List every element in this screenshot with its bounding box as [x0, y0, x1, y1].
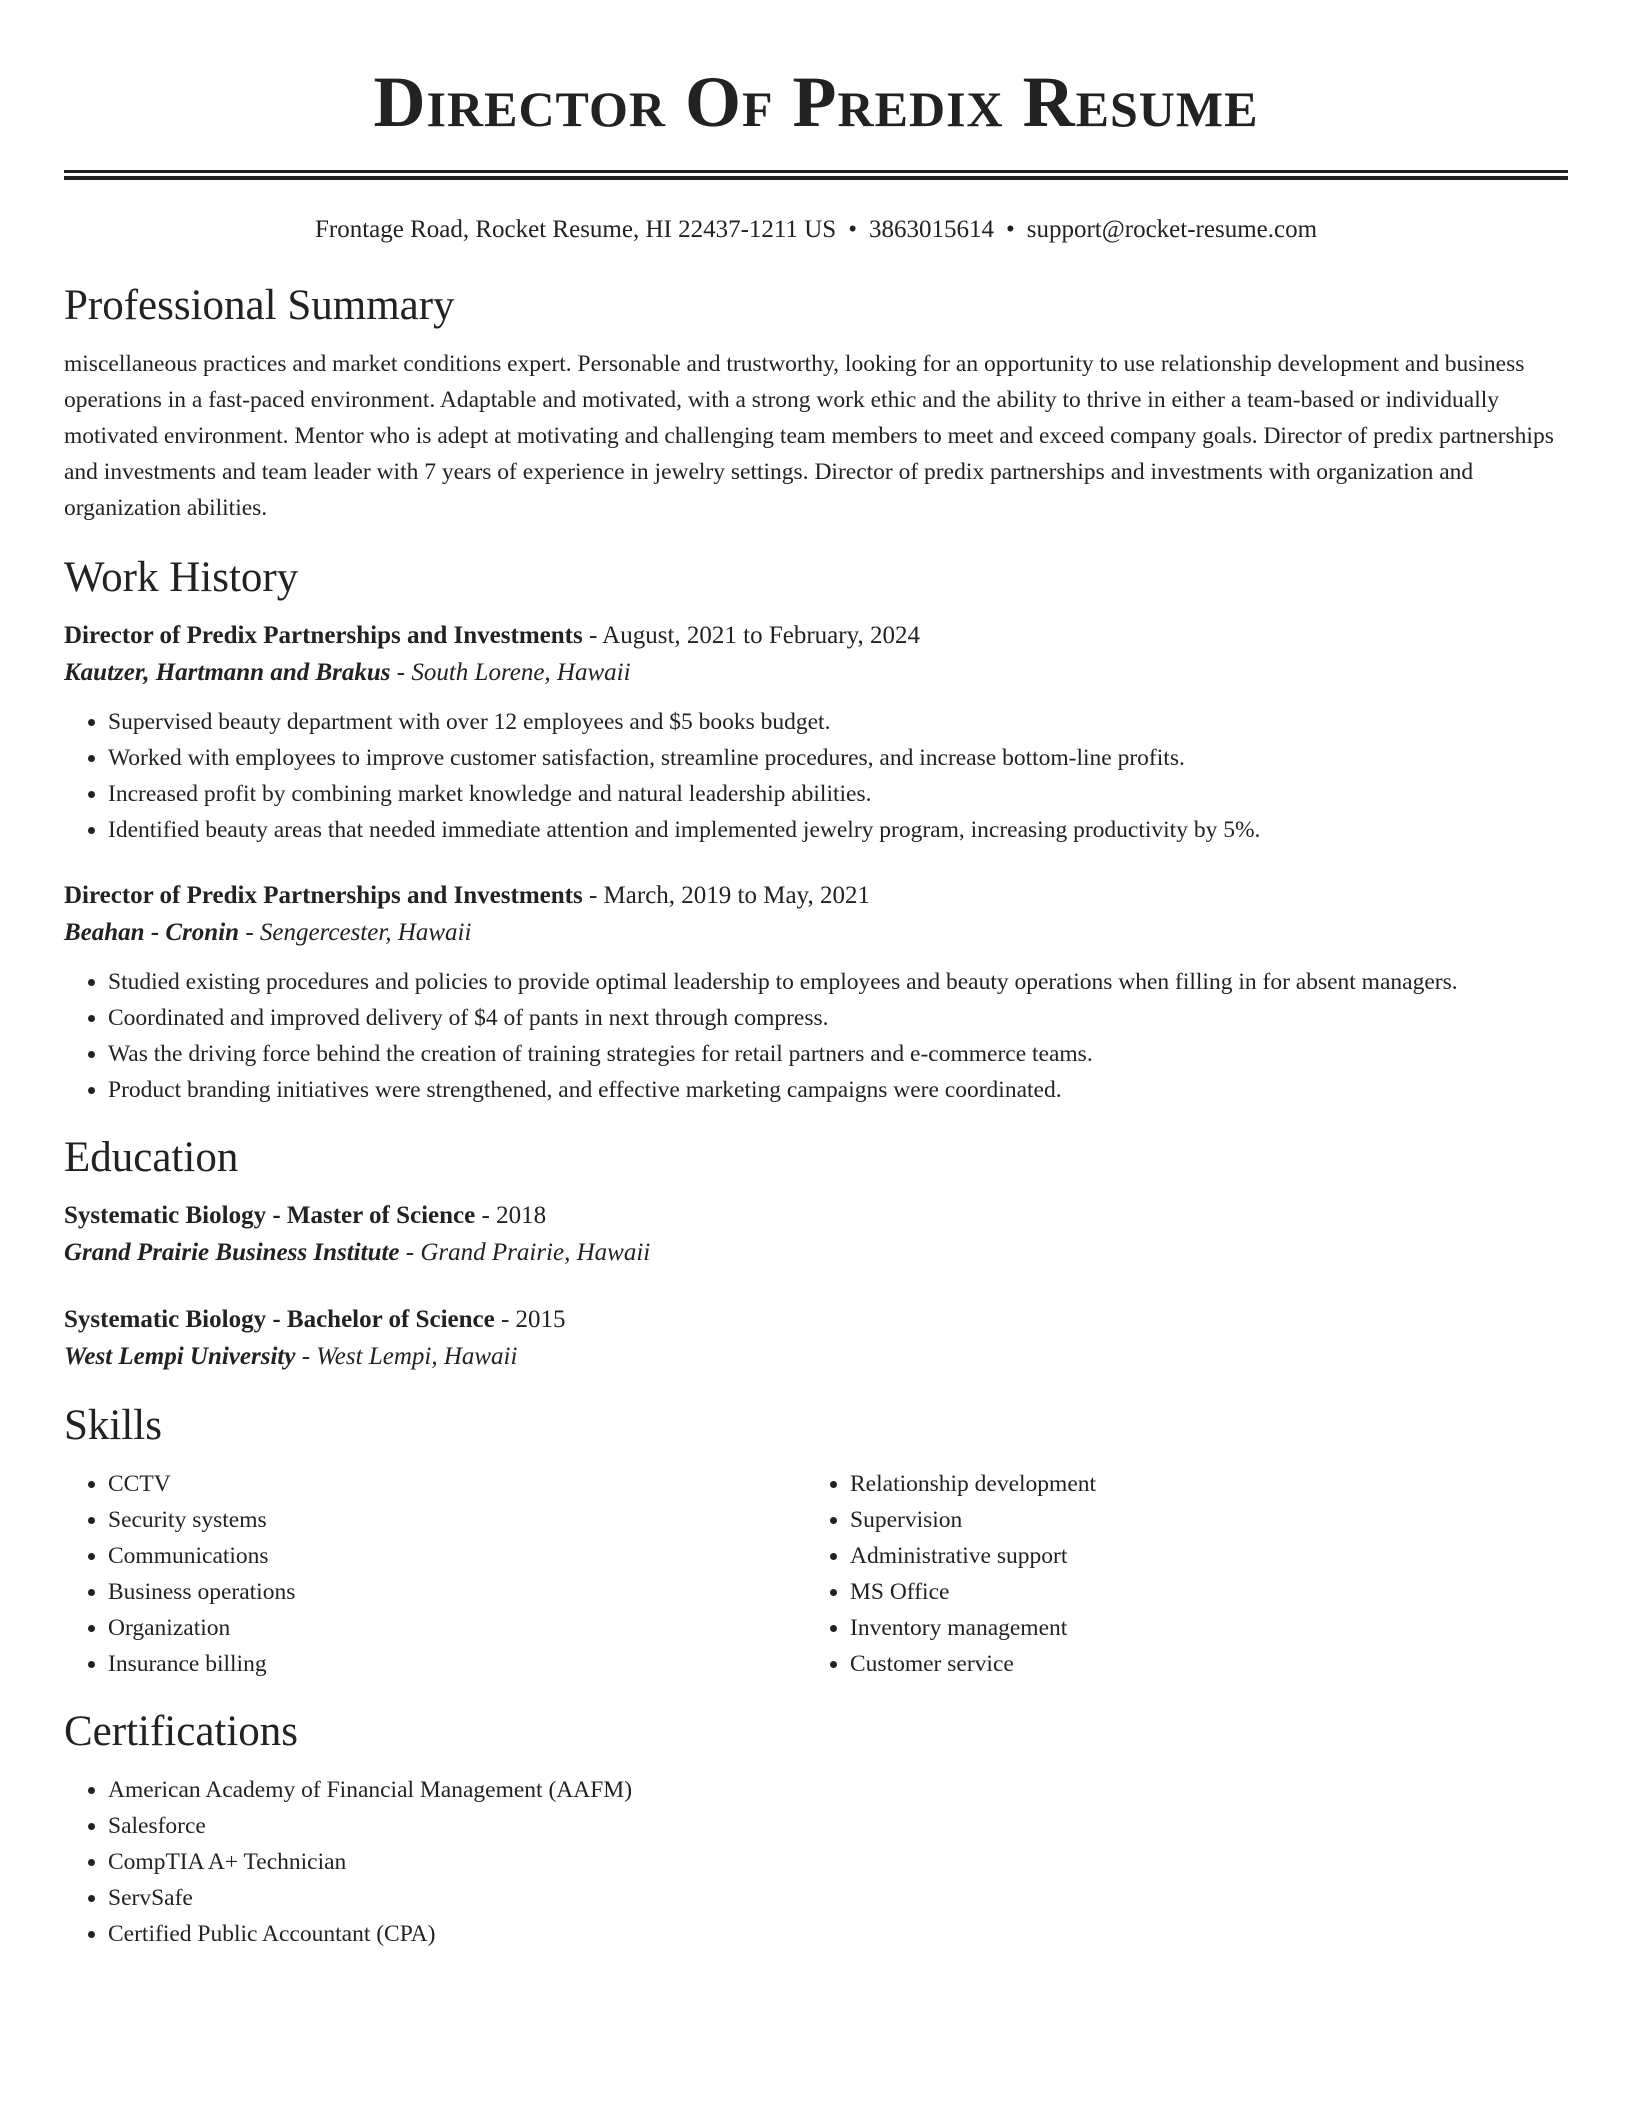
job-title: Director of Predix Partnerships and Investments [64, 882, 583, 909]
list-item: • Communications [108, 1538, 806, 1574]
list-item: • CompTIA A+ Technician [108, 1844, 1568, 1880]
list-item: • Increased profit by combining market knowledge and natural leadership abilities. [108, 776, 1568, 812]
skills-heading: Skills [64, 1402, 162, 1449]
list-item: • Studied existing procedures and policies to provide optimal leadership to employees and beauty operations when filling in for absent managers. [108, 964, 1568, 1000]
list-item: • Inventory management [850, 1610, 1548, 1646]
job-entry [64, 878, 1568, 1108]
list-item: • Salesforce [108, 1808, 1568, 1844]
job-entry [64, 618, 1568, 848]
degree-line [64, 1302, 1568, 1338]
contact-separator: • [1005, 216, 1015, 243]
employer-name: Beahan - Cronin [64, 919, 240, 946]
list-item: • Certified Public Accountant (CPA) [108, 1916, 1568, 1952]
employer-line [64, 654, 1568, 692]
certifications-heading: Certifications [64, 1708, 299, 1755]
resume-title: Director Of Predix Resume [373, 62, 1259, 142]
skills-bullets-right [806, 1466, 1548, 1682]
job-title-line [64, 878, 1568, 914]
list-item: • Supervised beauty department with over 12 employees and $5 books budget. [108, 704, 1568, 740]
summary-text: miscellaneous practices and market conditions expert. Personable and trustworthy, looking for an opportunity to use relationship development and business operations in a fast-paced environment. Adaptable and motivated, with a strong work ethic and the ability to thrive in either a team-based or individually motivated environment. Mentor who is adept at motivating and challenging team members to meet and exceed company goals. Director of predix partnerships and investments and team leader with 7 years of experience in jewelry settings. Director of predix partnerships and investments with organization and organization abilities. [64, 351, 1554, 521]
education-heading: Education [64, 1134, 239, 1181]
work-history-heading: Work History [64, 554, 299, 601]
job-dates: - March, 2019 to May, 2021 [582, 882, 870, 909]
employer-line [64, 914, 1568, 952]
education-entry [64, 1302, 1568, 1376]
degree: Systematic Biology - Master of Science [64, 1202, 476, 1229]
list-item: • Security systems [108, 1502, 806, 1538]
school-line [64, 1234, 1568, 1272]
education-entry [64, 1198, 1568, 1272]
contact-separator: • [848, 216, 857, 243]
list-item: • Business operations [108, 1574, 806, 1610]
employer-location: - South Lorene, Hawaii [390, 659, 631, 686]
employer-name: Kautzer, Hartmann and Brakus [64, 659, 391, 686]
employer-location: - Sengercester, Hawaii [239, 919, 472, 946]
list-item: • Supervision [850, 1502, 1548, 1538]
skills-column-right [806, 1466, 1548, 1682]
skills-list [64, 1466, 1568, 1682]
degree-line [64, 1198, 1568, 1234]
skills-column-left [64, 1466, 806, 1682]
list-item: • CCTV [108, 1466, 806, 1502]
contact-address: Frontage Road, Rocket Resume, HI 22437-1211 US [314, 216, 837, 243]
skills-bullets-left [64, 1466, 806, 1682]
list-item: • Insurance billing [108, 1646, 806, 1682]
list-item: • Worked with employees to improve customer satisfaction, streamline procedures, and increase bottom-line profits. [108, 740, 1568, 776]
degree: Systematic Biology - Bachelor of Science [64, 1306, 495, 1333]
job-dates: - August, 2021 to February, 2024 [582, 622, 920, 649]
job-title-line [64, 618, 1568, 654]
contact-email: support@rocket-resume.com [1026, 216, 1318, 243]
list-item: • Relationship development [850, 1466, 1548, 1502]
degree-year: - 2015 [494, 1306, 566, 1333]
list-item: • ServSafe [108, 1880, 1568, 1916]
school-name: Grand Prairie Business Institute [64, 1239, 400, 1266]
list-item: • Customer service [850, 1646, 1548, 1682]
job-bullets [64, 964, 1568, 1108]
list-item: • Was the driving force behind the creation of training strategies for retail partners and e-commerce teams. [108, 1036, 1568, 1072]
list-item: • MS Office [850, 1574, 1548, 1610]
school-location: - Grand Prairie, Hawaii [399, 1239, 651, 1266]
certifications-list [64, 1772, 1568, 1952]
job-bullets [64, 704, 1568, 848]
degree-year: - 2018 [475, 1202, 547, 1229]
list-item: • Organization [108, 1610, 806, 1646]
school-line [64, 1338, 1568, 1376]
list-item: • American Academy of Financial Management (AAFM) [108, 1772, 1568, 1808]
list-item: • Administrative support [850, 1538, 1548, 1574]
contact-line [64, 214, 1568, 246]
list-item: • Identified beauty areas that needed immediate attention and implemented jewelry program, increasing productivity by 5%. [108, 812, 1568, 848]
school-name: West Lempi University [64, 1343, 296, 1370]
list-item: • Coordinated and improved delivery of $4 of pants in next through compress. [108, 1000, 1568, 1036]
job-title: Director of Predix Partnerships and Investments [64, 622, 583, 649]
summary-heading: Professional Summary [64, 282, 455, 329]
title-double-rule [64, 170, 1568, 180]
school-location: - West Lempi, Hawaii [295, 1343, 518, 1370]
list-item: • Product branding initiatives were strengthened, and effective marketing campaigns were coordinated. [108, 1072, 1568, 1108]
contact-phone: 3863015614 [868, 216, 994, 243]
